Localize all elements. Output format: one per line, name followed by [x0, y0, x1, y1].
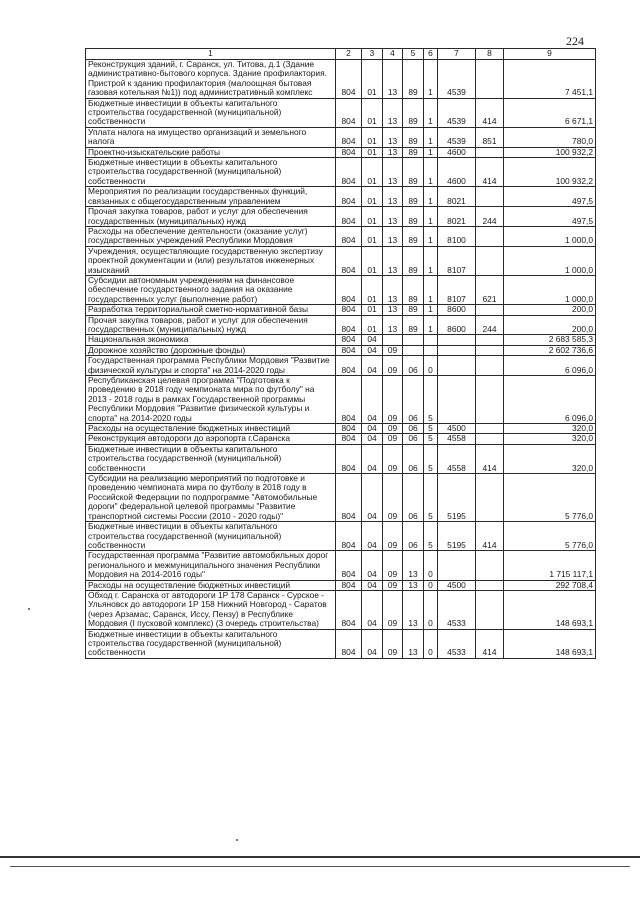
code-cell: 13	[383, 147, 403, 157]
code-cell: 06	[403, 444, 424, 473]
code-cell: 06	[403, 376, 424, 424]
table-row	[86, 246, 596, 275]
amount-cell: 320,0	[504, 434, 596, 444]
code-cell: 804	[336, 127, 362, 147]
code-cell: 1	[424, 315, 438, 335]
table-row	[86, 629, 596, 658]
code-cell	[476, 345, 504, 355]
code-cell: 244	[476, 207, 504, 227]
code-cell: 1	[424, 98, 438, 127]
amount-cell: 1 715 117,1	[504, 551, 596, 580]
code-cell: 804	[336, 376, 362, 424]
code-cell: 13	[403, 590, 424, 629]
code-cell: 89	[403, 147, 424, 157]
code-cell: 8021	[438, 207, 476, 227]
code-cell: 804	[336, 147, 362, 157]
code-cell: 01	[362, 158, 383, 187]
code-cell	[476, 226, 504, 246]
header-cell: 8	[476, 49, 504, 60]
amount-cell: 2 602 736,6	[504, 345, 596, 355]
row-name-cell: Национальная экономика	[86, 335, 336, 345]
code-cell: 09	[383, 356, 403, 376]
code-cell	[476, 580, 504, 590]
row-name-cell: Бюджетные инвестиции в объекты капитального строительства государственной (муниципальной) собственности	[86, 629, 336, 658]
code-cell	[476, 335, 504, 345]
code-cell: 1	[424, 246, 438, 275]
amount-cell: 292 708,4	[504, 580, 596, 590]
code-cell: 804	[336, 590, 362, 629]
code-cell	[476, 590, 504, 629]
code-cell: 804	[336, 315, 362, 335]
amount-cell: 1 000,0	[504, 246, 596, 275]
row-name-cell: Проектно-изыскательские работы	[86, 147, 336, 157]
code-cell: 0	[424, 580, 438, 590]
code-cell: 06	[403, 424, 424, 434]
row-name-cell: Прочая закупка товаров, работ и услуг для обеспечения государственных (муниципальных) нужд	[86, 207, 336, 227]
header-cell: 1	[86, 49, 336, 60]
row-name-cell: Государственная программа "Развитие автомобильных дорог регионального и межмуниципального значения Республики Мордовия на 2014-2016 годы"	[86, 551, 336, 580]
header-cell: 5	[403, 49, 424, 60]
row-name-cell: Субсидии автономным учреждениям на финансовое обеспечение государственного задания на оказание государственных услуг (выполнение работ)	[86, 275, 336, 304]
code-cell: 5	[424, 444, 438, 473]
code-cell: 4533	[438, 629, 476, 658]
code-cell	[476, 376, 504, 424]
code-cell: 4558	[438, 444, 476, 473]
code-cell: 4500	[438, 424, 476, 434]
code-cell: 5	[424, 376, 438, 424]
code-cell: 4600	[438, 158, 476, 187]
code-cell: 414	[476, 98, 504, 127]
amount-cell: 2 683 585,3	[504, 335, 596, 345]
code-cell: 09	[383, 551, 403, 580]
code-cell: 89	[403, 275, 424, 304]
code-cell: 5195	[438, 474, 476, 522]
code-cell: 04	[362, 335, 383, 345]
table-row	[86, 187, 596, 207]
code-cell: 89	[403, 158, 424, 187]
amount-cell: 780,0	[504, 127, 596, 147]
code-cell: 13	[383, 246, 403, 275]
code-cell: 0	[424, 629, 438, 658]
code-cell: 804	[336, 356, 362, 376]
code-cell: 804	[336, 444, 362, 473]
code-cell: 4539	[438, 98, 476, 127]
code-cell: 04	[362, 580, 383, 590]
code-cell: 804	[336, 275, 362, 304]
table-row	[86, 98, 596, 127]
code-cell: 804	[336, 207, 362, 227]
code-cell: 01	[362, 275, 383, 304]
table-row	[86, 305, 596, 315]
code-cell	[476, 187, 504, 207]
table-row	[86, 315, 596, 335]
code-cell	[403, 345, 424, 355]
table-row	[86, 226, 596, 246]
code-cell: 09	[383, 629, 403, 658]
code-cell: 01	[362, 207, 383, 227]
table-row	[86, 444, 596, 473]
amount-cell: 5 776,0	[504, 522, 596, 551]
code-cell: 04	[362, 551, 383, 580]
table-row	[86, 590, 596, 629]
code-cell: 1	[424, 226, 438, 246]
header-row	[86, 49, 596, 60]
code-cell: 621	[476, 275, 504, 304]
code-cell: 09	[383, 434, 403, 444]
amount-cell: 148 693,1	[504, 629, 596, 658]
amount-cell: 1 000,0	[504, 226, 596, 246]
code-cell: 04	[362, 356, 383, 376]
row-name-cell: Бюджетные инвестиции в объекты капитального строительства государственной (муниципальной) собственности	[86, 522, 336, 551]
code-cell	[438, 376, 476, 424]
code-cell: 1	[424, 207, 438, 227]
code-cell: 89	[403, 226, 424, 246]
code-cell	[476, 551, 504, 580]
row-name-cell: Республиканская целевая программа "Подготовка к проведению в 2018 году чемпионата мира по футболу" на 2013 - 2018 годы в рамках Государственной программы Республики Мордовия "Развитие физической культуры и спорта" на 2014-2020 годы	[86, 376, 336, 424]
code-cell: 01	[362, 305, 383, 315]
table-row	[86, 147, 596, 157]
amount-cell: 320,0	[504, 424, 596, 434]
code-cell: 804	[336, 158, 362, 187]
row-name-cell: Обход г. Саранска от автодороги 1Р 178 Саранск - Сурское - Ульяновск до автодороги 1Р 158 Нижний Новгород - Саратов (через Арзамас, Саранск, Исcу, Пензу) в Республике Мордовия (I пусковой комплекс) (3 очередь строительства)	[86, 590, 336, 629]
code-cell: 13	[383, 127, 403, 147]
code-cell: 804	[336, 226, 362, 246]
code-cell: 804	[336, 580, 362, 590]
code-cell: 8021	[438, 187, 476, 207]
code-cell	[438, 551, 476, 580]
amount-cell: 6 096,0	[504, 376, 596, 424]
code-cell: 89	[403, 60, 424, 99]
row-name-cell: Реконструкция зданий, г. Саранск, ул. Титова, д.1 (Здание административно-бытового корпуса. Здание профилактория. Пристрой к зданию профилактория (малоощная бытовая газовая котельная №1)) под административный комплекс	[86, 60, 336, 99]
code-cell: 04	[362, 376, 383, 424]
code-cell: 0	[424, 356, 438, 376]
row-name-cell: Разработка территориальной сметно-нормативной базы	[86, 305, 336, 315]
code-cell: 8600	[438, 315, 476, 335]
code-cell: 5	[424, 474, 438, 522]
code-cell: 01	[362, 147, 383, 157]
code-cell: 13	[383, 207, 403, 227]
code-cell: 4539	[438, 127, 476, 147]
code-cell: 09	[383, 444, 403, 473]
budget-table	[85, 48, 596, 659]
amount-cell: 1 000,0	[504, 275, 596, 304]
code-cell: 804	[336, 246, 362, 275]
row-name-cell: Расходы на осуществление бюджетных инвестиций	[86, 424, 336, 434]
row-name-cell: Реконструкция автодороги до аэропорта г.Саранска	[86, 434, 336, 444]
code-cell: 13	[403, 629, 424, 658]
code-cell: 89	[403, 305, 424, 315]
code-cell: 89	[403, 127, 424, 147]
amount-cell: 6 671,1	[504, 98, 596, 127]
amount-cell: 497,5	[504, 187, 596, 207]
header-cell: 9	[504, 49, 596, 60]
row-name-cell: Расходы на обеспечение деятельности (оказание услуг) государственных учреждений Республики Мордовия	[86, 226, 336, 246]
code-cell: 5	[424, 434, 438, 444]
code-cell: 13	[403, 580, 424, 590]
code-cell: 1	[424, 158, 438, 187]
amount-cell: 100 932,2	[504, 147, 596, 157]
code-cell: 804	[336, 551, 362, 580]
row-name-cell: Уплата налога на имущество организаций и земельного налога	[86, 127, 336, 147]
code-cell: 04	[362, 522, 383, 551]
code-cell: 09	[383, 580, 403, 590]
code-cell: 414	[476, 629, 504, 658]
code-cell: 89	[403, 246, 424, 275]
code-cell: 804	[336, 474, 362, 522]
code-cell: 09	[383, 345, 403, 355]
table-row	[86, 345, 596, 355]
code-cell: 09	[383, 376, 403, 424]
code-cell: 1	[424, 60, 438, 99]
code-cell: 13	[383, 98, 403, 127]
code-cell: 8600	[438, 305, 476, 315]
row-name-cell: Мероприятия по реализации государственных функций, связанных с общегосударственным управлением	[86, 187, 336, 207]
row-name-cell: Учреждения, осуществляющие государственную экспертизу проектной документации и (или) результатов инженерных изысканий	[86, 246, 336, 275]
code-cell: 01	[362, 127, 383, 147]
table-row	[86, 207, 596, 227]
code-cell: 13	[383, 275, 403, 304]
code-cell: 4500	[438, 580, 476, 590]
code-cell: 0	[424, 590, 438, 629]
code-cell: 89	[403, 187, 424, 207]
code-cell: 804	[336, 305, 362, 315]
code-cell: 13	[403, 551, 424, 580]
header-cell: 6	[424, 49, 438, 60]
table-body	[86, 49, 596, 659]
header-cell: 3	[362, 49, 383, 60]
code-cell	[438, 345, 476, 355]
code-cell	[438, 335, 476, 345]
code-cell: 804	[336, 434, 362, 444]
code-cell: 804	[336, 187, 362, 207]
code-cell: 5	[424, 424, 438, 434]
code-cell	[438, 356, 476, 376]
amount-cell: 6 096,0	[504, 356, 596, 376]
code-cell	[424, 345, 438, 355]
table-row	[86, 474, 596, 522]
table-row	[86, 551, 596, 580]
code-cell: 01	[362, 98, 383, 127]
code-cell: 8107	[438, 275, 476, 304]
code-cell	[476, 246, 504, 275]
header-cell: 7	[438, 49, 476, 60]
code-cell: 804	[336, 522, 362, 551]
code-cell: 13	[383, 158, 403, 187]
page-number: 224	[566, 34, 584, 48]
code-cell: 804	[336, 335, 362, 345]
code-cell: 04	[362, 345, 383, 355]
code-cell: 09	[383, 474, 403, 522]
row-name-cell: Субсидии на реализацию мероприятий по подготовке и проведению чемпионата мира по футболу в 2018 году в Российской Федерации по подпрограмме "Автомобильные дороги" федеральной целевой программы "Развитие транспортной системы России (2010 - 2020 годы)"	[86, 474, 336, 522]
code-cell	[383, 335, 403, 345]
code-cell: 04	[362, 629, 383, 658]
code-cell: 804	[336, 629, 362, 658]
table-row	[86, 424, 596, 434]
code-cell: 04	[362, 474, 383, 522]
code-cell	[424, 335, 438, 345]
table-row	[86, 580, 596, 590]
code-cell: 5	[424, 522, 438, 551]
row-name-cell: Государственная программа Республики Мордовия "Развитие физической культуры и спорта" на 2014-2020 годы	[86, 356, 336, 376]
code-cell: 13	[383, 60, 403, 99]
header-cell: 2	[336, 49, 362, 60]
code-cell: 414	[476, 522, 504, 551]
row-name-cell: Прочая закупка товаров, работ и услуг для обеспечения государственных (муниципальных) нужд	[86, 315, 336, 335]
code-cell: 01	[362, 187, 383, 207]
code-cell: 5195	[438, 522, 476, 551]
table-row	[86, 275, 596, 304]
code-cell: 4533	[438, 590, 476, 629]
code-cell: 244	[476, 315, 504, 335]
code-cell: 09	[383, 522, 403, 551]
code-cell: 1	[424, 127, 438, 147]
amount-cell: 200,0	[504, 315, 596, 335]
amount-cell: 200,0	[504, 305, 596, 315]
row-name-cell: Бюджетные инвестиции в объекты капитального строительства государственной (муниципальной) собственности	[86, 158, 336, 187]
code-cell: 4539	[438, 60, 476, 99]
code-cell: 06	[403, 434, 424, 444]
code-cell	[476, 305, 504, 315]
code-cell: 01	[362, 315, 383, 335]
code-cell: 8107	[438, 246, 476, 275]
code-cell	[403, 335, 424, 345]
code-cell: 04	[362, 590, 383, 629]
code-cell: 06	[403, 474, 424, 522]
row-name-cell: Бюджетные инвестиции в объекты капитального строительства государственной (муниципальной) собственности	[86, 444, 336, 473]
code-cell: 01	[362, 246, 383, 275]
code-cell: 804	[336, 345, 362, 355]
code-cell: 01	[362, 226, 383, 246]
code-cell	[476, 424, 504, 434]
page-bottom-rule-secondary	[10, 866, 630, 867]
code-cell: 4558	[438, 434, 476, 444]
code-cell: 1	[424, 187, 438, 207]
code-cell: 8100	[438, 226, 476, 246]
amount-cell: 148 693,1	[504, 590, 596, 629]
code-cell: 01	[362, 60, 383, 99]
code-cell: 09	[383, 590, 403, 629]
table-row	[86, 335, 596, 345]
amount-cell: 7 451,1	[504, 60, 596, 99]
code-cell: 1	[424, 305, 438, 315]
code-cell: 0	[424, 551, 438, 580]
header-cell: 4	[383, 49, 403, 60]
code-cell: 06	[403, 522, 424, 551]
amount-cell: 5 776,0	[504, 474, 596, 522]
amount-cell: 320,0	[504, 444, 596, 473]
code-cell: 414	[476, 444, 504, 473]
table-row	[86, 356, 596, 376]
code-cell	[476, 356, 504, 376]
code-cell: 89	[403, 98, 424, 127]
code-cell: 851	[476, 127, 504, 147]
code-cell: 04	[362, 424, 383, 434]
code-cell: 4600	[438, 147, 476, 157]
code-cell	[476, 60, 504, 99]
code-cell: 1	[424, 275, 438, 304]
code-cell	[476, 474, 504, 522]
amount-cell: 100 932,2	[504, 158, 596, 187]
code-cell	[476, 434, 504, 444]
code-cell: 804	[336, 98, 362, 127]
amount-cell: 497,5	[504, 207, 596, 227]
code-cell: 804	[336, 424, 362, 434]
row-name-cell: Бюджетные инвестиции в объекты капитального строительства государственной (муниципальной) собственности	[86, 98, 336, 127]
code-cell: 804	[336, 60, 362, 99]
code-cell: 1	[424, 147, 438, 157]
row-name-cell: Дорожное хозяйство (дорожные фонды)	[86, 345, 336, 355]
code-cell: 06	[403, 356, 424, 376]
table-row	[86, 127, 596, 147]
code-cell: 04	[362, 434, 383, 444]
code-cell: 414	[476, 158, 504, 187]
table-row	[86, 434, 596, 444]
code-cell: 13	[383, 315, 403, 335]
table-row	[86, 522, 596, 551]
scan-speck	[28, 608, 30, 610]
code-cell: 13	[383, 305, 403, 315]
table-row	[86, 376, 596, 424]
row-name-cell: Расходы на осуществление бюджетных инвестиций	[86, 580, 336, 590]
page-bottom-rule	[0, 856, 640, 858]
code-cell: 13	[383, 226, 403, 246]
table-row	[86, 60, 596, 99]
code-cell: 09	[383, 424, 403, 434]
scan-speck	[236, 839, 238, 841]
code-cell: 04	[362, 444, 383, 473]
code-cell: 89	[403, 207, 424, 227]
code-cell: 13	[383, 187, 403, 207]
code-cell	[476, 147, 504, 157]
table-row	[86, 158, 596, 187]
code-cell: 89	[403, 315, 424, 335]
